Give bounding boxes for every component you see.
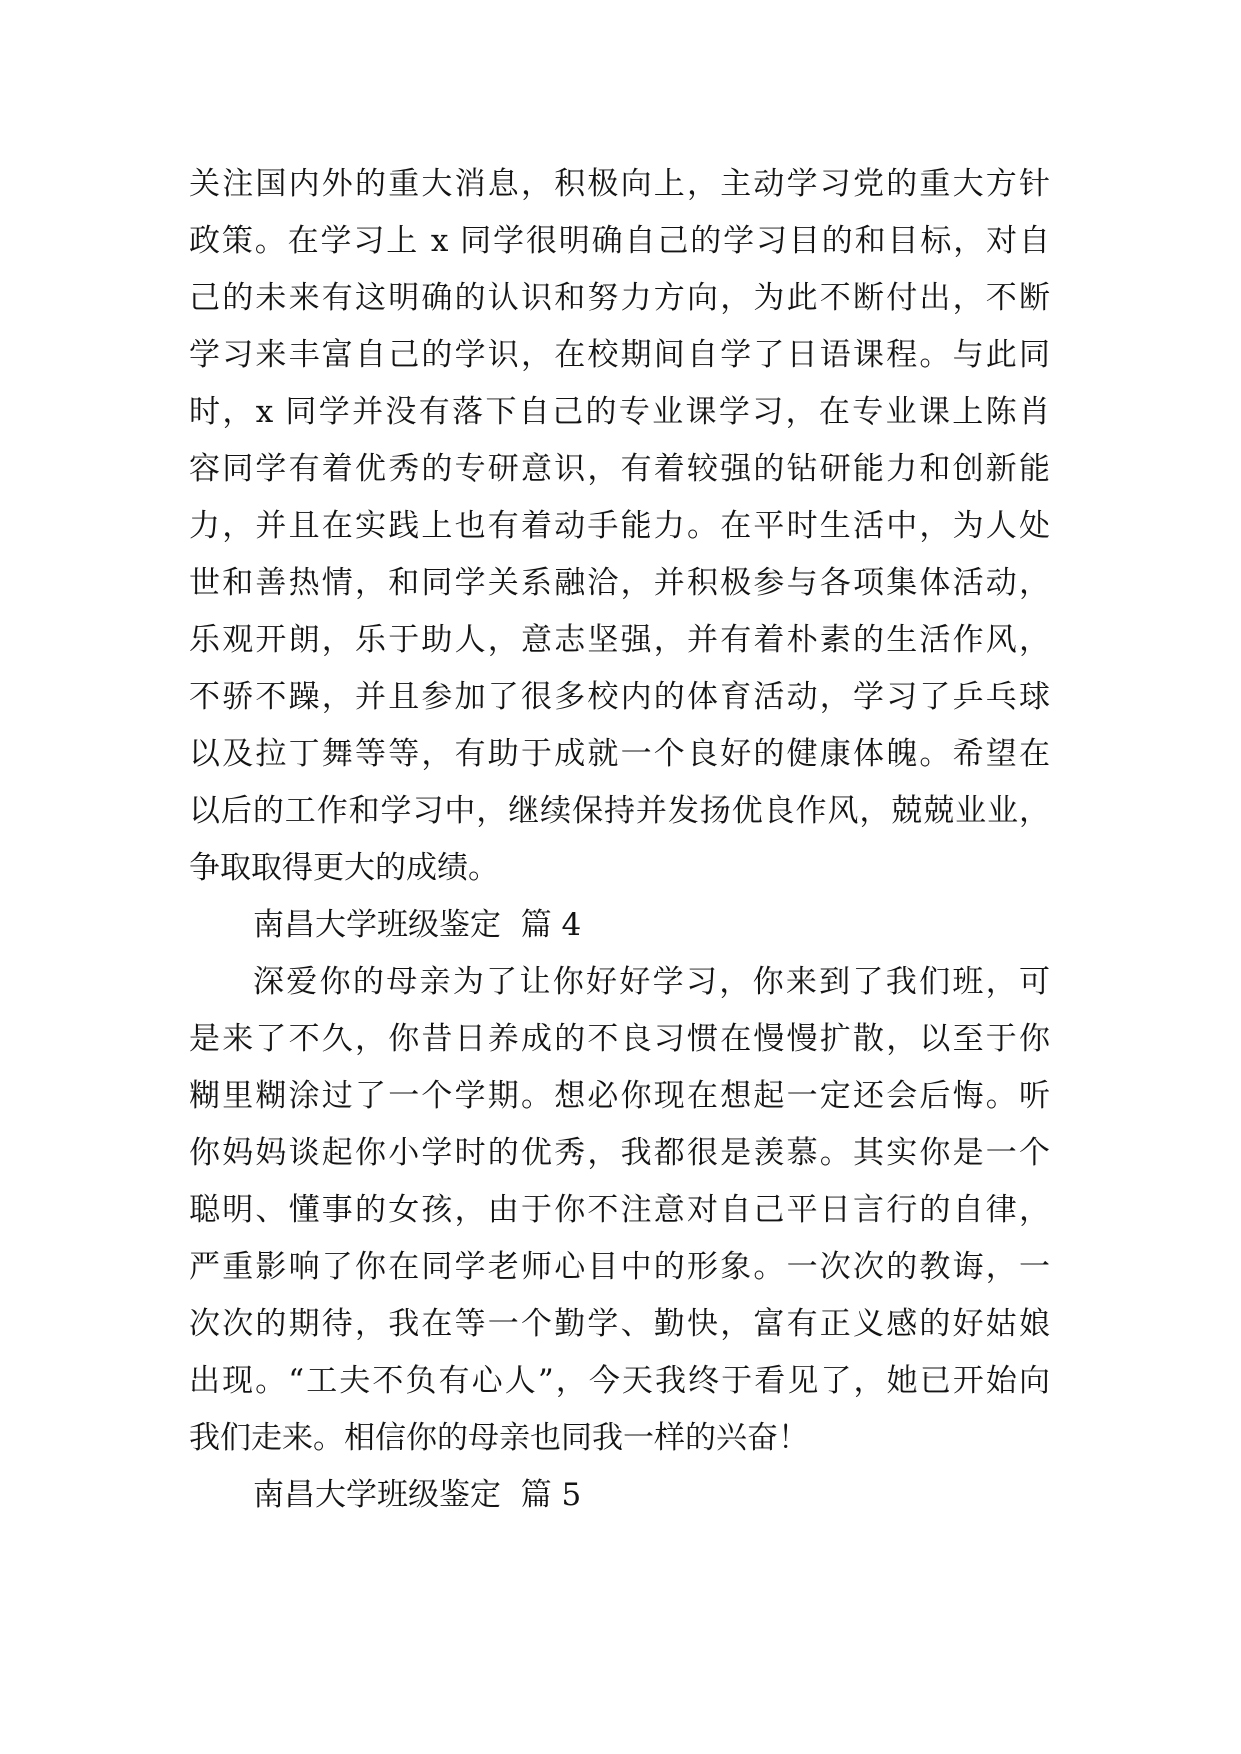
text-line: 时，x 同学并没有落下自己的专业课学习，在专业课上陈肖 [189, 394, 1050, 430]
text-line: 以后的工作和学习中，继续保持并发扬优良作风，兢兢业业， [189, 793, 1050, 829]
text-line: 是来了不久，你昔日养成的不良习惯在慢慢扩散，以至于你 [189, 1021, 1050, 1057]
text-line: 糊里糊涂过了一个学期。想必你现在想起一定还会后悔。听 [189, 1078, 1050, 1114]
section-4-paragraph [189, 954, 1050, 1467]
text-line: 次次的期待，我在等一个勤学、勤快，富有正义感的好姑娘 [189, 1306, 1050, 1342]
text-line: 争取取得更大的成绩。 [189, 850, 499, 886]
text-line: 不骄不躁，并且参加了很多校内的体育活动，学习了乒乓球 [189, 679, 1050, 715]
text-line: 你妈妈谈起你小学时的优秀，我都很是羡慕。其实你是一个 [189, 1135, 1050, 1171]
section-heading: 南昌大学班级鉴定 篇 5 [253, 1477, 582, 1513]
text-line: 学习来丰富自己的学识，在校期间自学了日语课程。与此同 [189, 337, 1050, 373]
page-body [189, 156, 1050, 1524]
text-line: 关注国内外的重大消息，积极向上，主动学习党的重大方针 [189, 166, 1050, 202]
text-line: 力，并且在实践上也有着动手能力。在平时生活中，为人处 [189, 508, 1050, 544]
section-heading: 南昌大学班级鉴定 篇 4 [253, 907, 582, 943]
text-line: 深爱你的母亲为了让你好好学习，你来到了我们班，可 [253, 964, 1050, 1000]
text-line: 己的未来有这明确的认识和努力方向，为此不断付出，不断 [189, 280, 1050, 316]
text-line: 容同学有着优秀的专研意识，有着较强的钻研能力和创新能 [189, 451, 1050, 487]
continued-paragraph [189, 156, 1050, 897]
text-line: 以及拉丁舞等等，有助于成就一个良好的健康体魄。希望在 [189, 736, 1050, 772]
text-line: 聪明、懂事的女孩，由于你不注意对自己平日言行的自律， [189, 1192, 1050, 1228]
text-line: 乐观开朗，乐于助人，意志坚强，并有着朴素的生活作风， [189, 622, 1050, 658]
text-line: 政策。在学习上 x 同学很明确自己的学习目的和目标，对自 [189, 223, 1050, 259]
text-line: 我们走来。相信你的母亲也同我一样的兴奋！ [189, 1420, 809, 1456]
text-line: 世和善热情，和同学关系融洽，并积极参与各项集体活动， [189, 565, 1050, 601]
text-line: 严重影响了你在同学老师心目中的形象。一次次的教诲，一 [189, 1249, 1050, 1285]
text-line: 出现。“工夫不负有心人”，今天我终于看见了，她已开始向 [189, 1363, 1050, 1399]
